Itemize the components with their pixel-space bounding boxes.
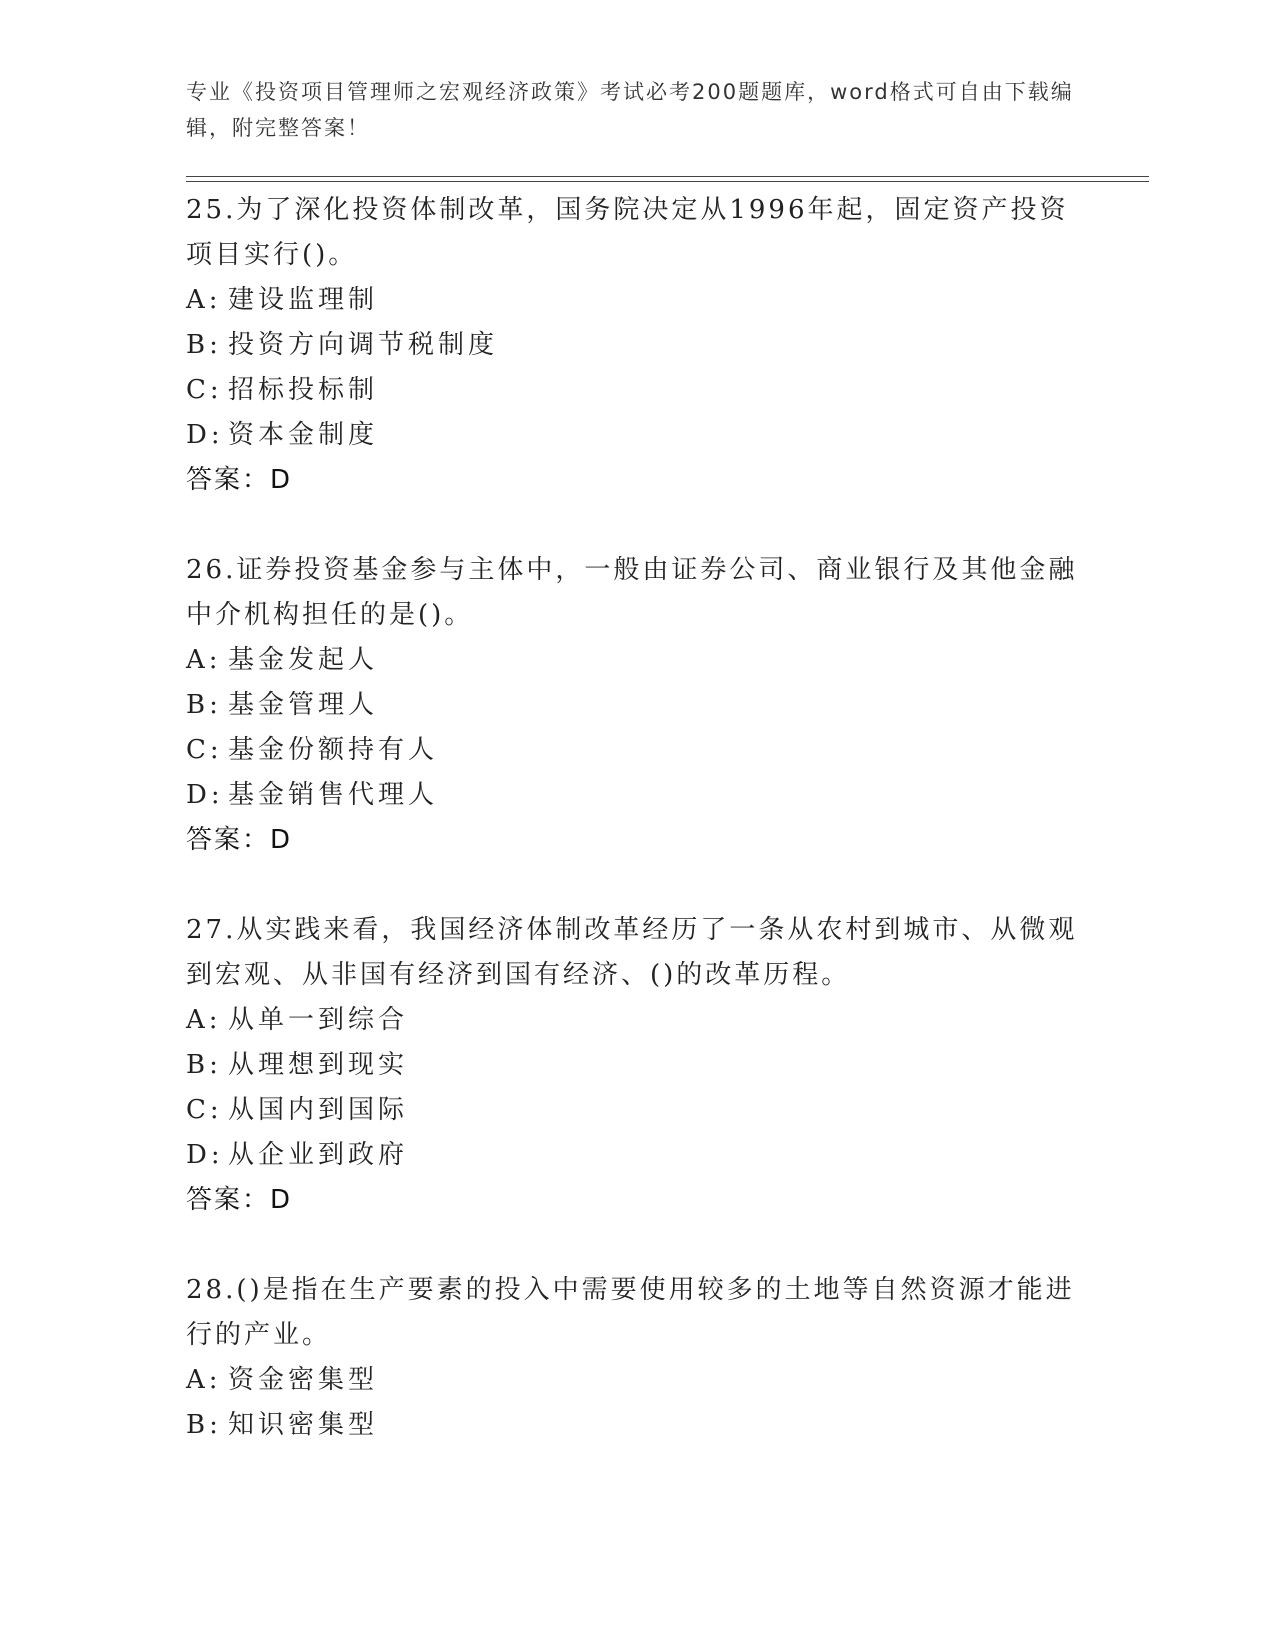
option-label: A: <box>186 1005 222 1035</box>
option-d <box>186 1133 1086 1178</box>
option-label: A: <box>186 1365 222 1395</box>
option-text: 资本金制度 <box>228 420 379 450</box>
option-text: 基金发起人 <box>228 645 379 675</box>
option-text: 建设监理制 <box>228 285 379 315</box>
question-list <box>186 188 1086 1493</box>
option-text: 从理想到现实 <box>228 1050 409 1080</box>
option-label: A: <box>186 645 222 675</box>
option-b <box>186 323 1086 368</box>
option-label: D: <box>186 1140 224 1170</box>
option-b <box>186 1043 1086 1088</box>
option-a <box>186 998 1086 1043</box>
option-label: B: <box>186 1410 222 1440</box>
option-c <box>186 368 1086 413</box>
option-label: A: <box>186 285 222 315</box>
option-text: 基金管理人 <box>228 690 379 720</box>
option-label: D: <box>186 780 224 810</box>
option-label: D: <box>186 420 224 450</box>
header-divider-top <box>186 176 1149 177</box>
question-stem: 25.为了深化投资体制改革，国务院决定从1996年起，固定资产投资项目实行()。 <box>186 195 1069 270</box>
option-c <box>186 1088 1086 1133</box>
answer-line: 答案：D <box>186 825 293 855</box>
question-25 <box>186 188 1086 503</box>
option-d <box>186 413 1086 458</box>
question-28 <box>186 1268 1086 1448</box>
question-stem: 26.证券投资基金参与主体中，一般由证券公司、商业银行及其他金融中介机构担任的是()。 <box>186 555 1078 630</box>
option-text: 基金销售代理人 <box>228 780 439 810</box>
question-stem: 27.从实践来看，我国经济体制改革经历了一条从农村到城市、从微观到宏观、从非国有经济到国有经济、()的改革历程。 <box>186 915 1078 990</box>
option-text: 从企业到政府 <box>228 1140 409 1170</box>
option-text: 从单一到综合 <box>228 1005 409 1035</box>
answer-line: 答案：D <box>186 1185 293 1215</box>
option-d <box>186 773 1086 818</box>
question-26 <box>186 548 1086 863</box>
question-stem: 28.()是指在生产要素的投入中需要使用较多的土地等自然资源才能进行的产业。 <box>186 1275 1075 1350</box>
option-a <box>186 1358 1086 1403</box>
option-label: B: <box>186 690 222 720</box>
option-c <box>186 728 1086 773</box>
option-b <box>186 683 1086 728</box>
document-header: 专业《投资项目管理师之宏观经济政策》考试必考200题题库，word格式可自由下载编辑，附完整答案！ <box>186 80 1074 140</box>
option-label: C: <box>186 735 223 765</box>
option-text: 投资方向调节税制度 <box>228 330 499 360</box>
answer-line: 答案：D <box>186 465 293 495</box>
option-text: 招标投标制 <box>228 375 379 405</box>
option-a <box>186 638 1086 683</box>
option-text: 资金密集型 <box>228 1365 379 1395</box>
option-b <box>186 1403 1086 1448</box>
option-label: C: <box>186 1095 223 1125</box>
option-label: B: <box>186 1050 222 1080</box>
option-label: B: <box>186 330 222 360</box>
option-text: 知识密集型 <box>228 1410 379 1440</box>
option-text: 从国内到国际 <box>228 1095 409 1125</box>
option-text: 基金份额持有人 <box>228 735 439 765</box>
option-a <box>186 278 1086 323</box>
question-27 <box>186 908 1086 1223</box>
header-divider-bottom <box>186 181 1149 182</box>
option-label: C: <box>186 375 223 405</box>
